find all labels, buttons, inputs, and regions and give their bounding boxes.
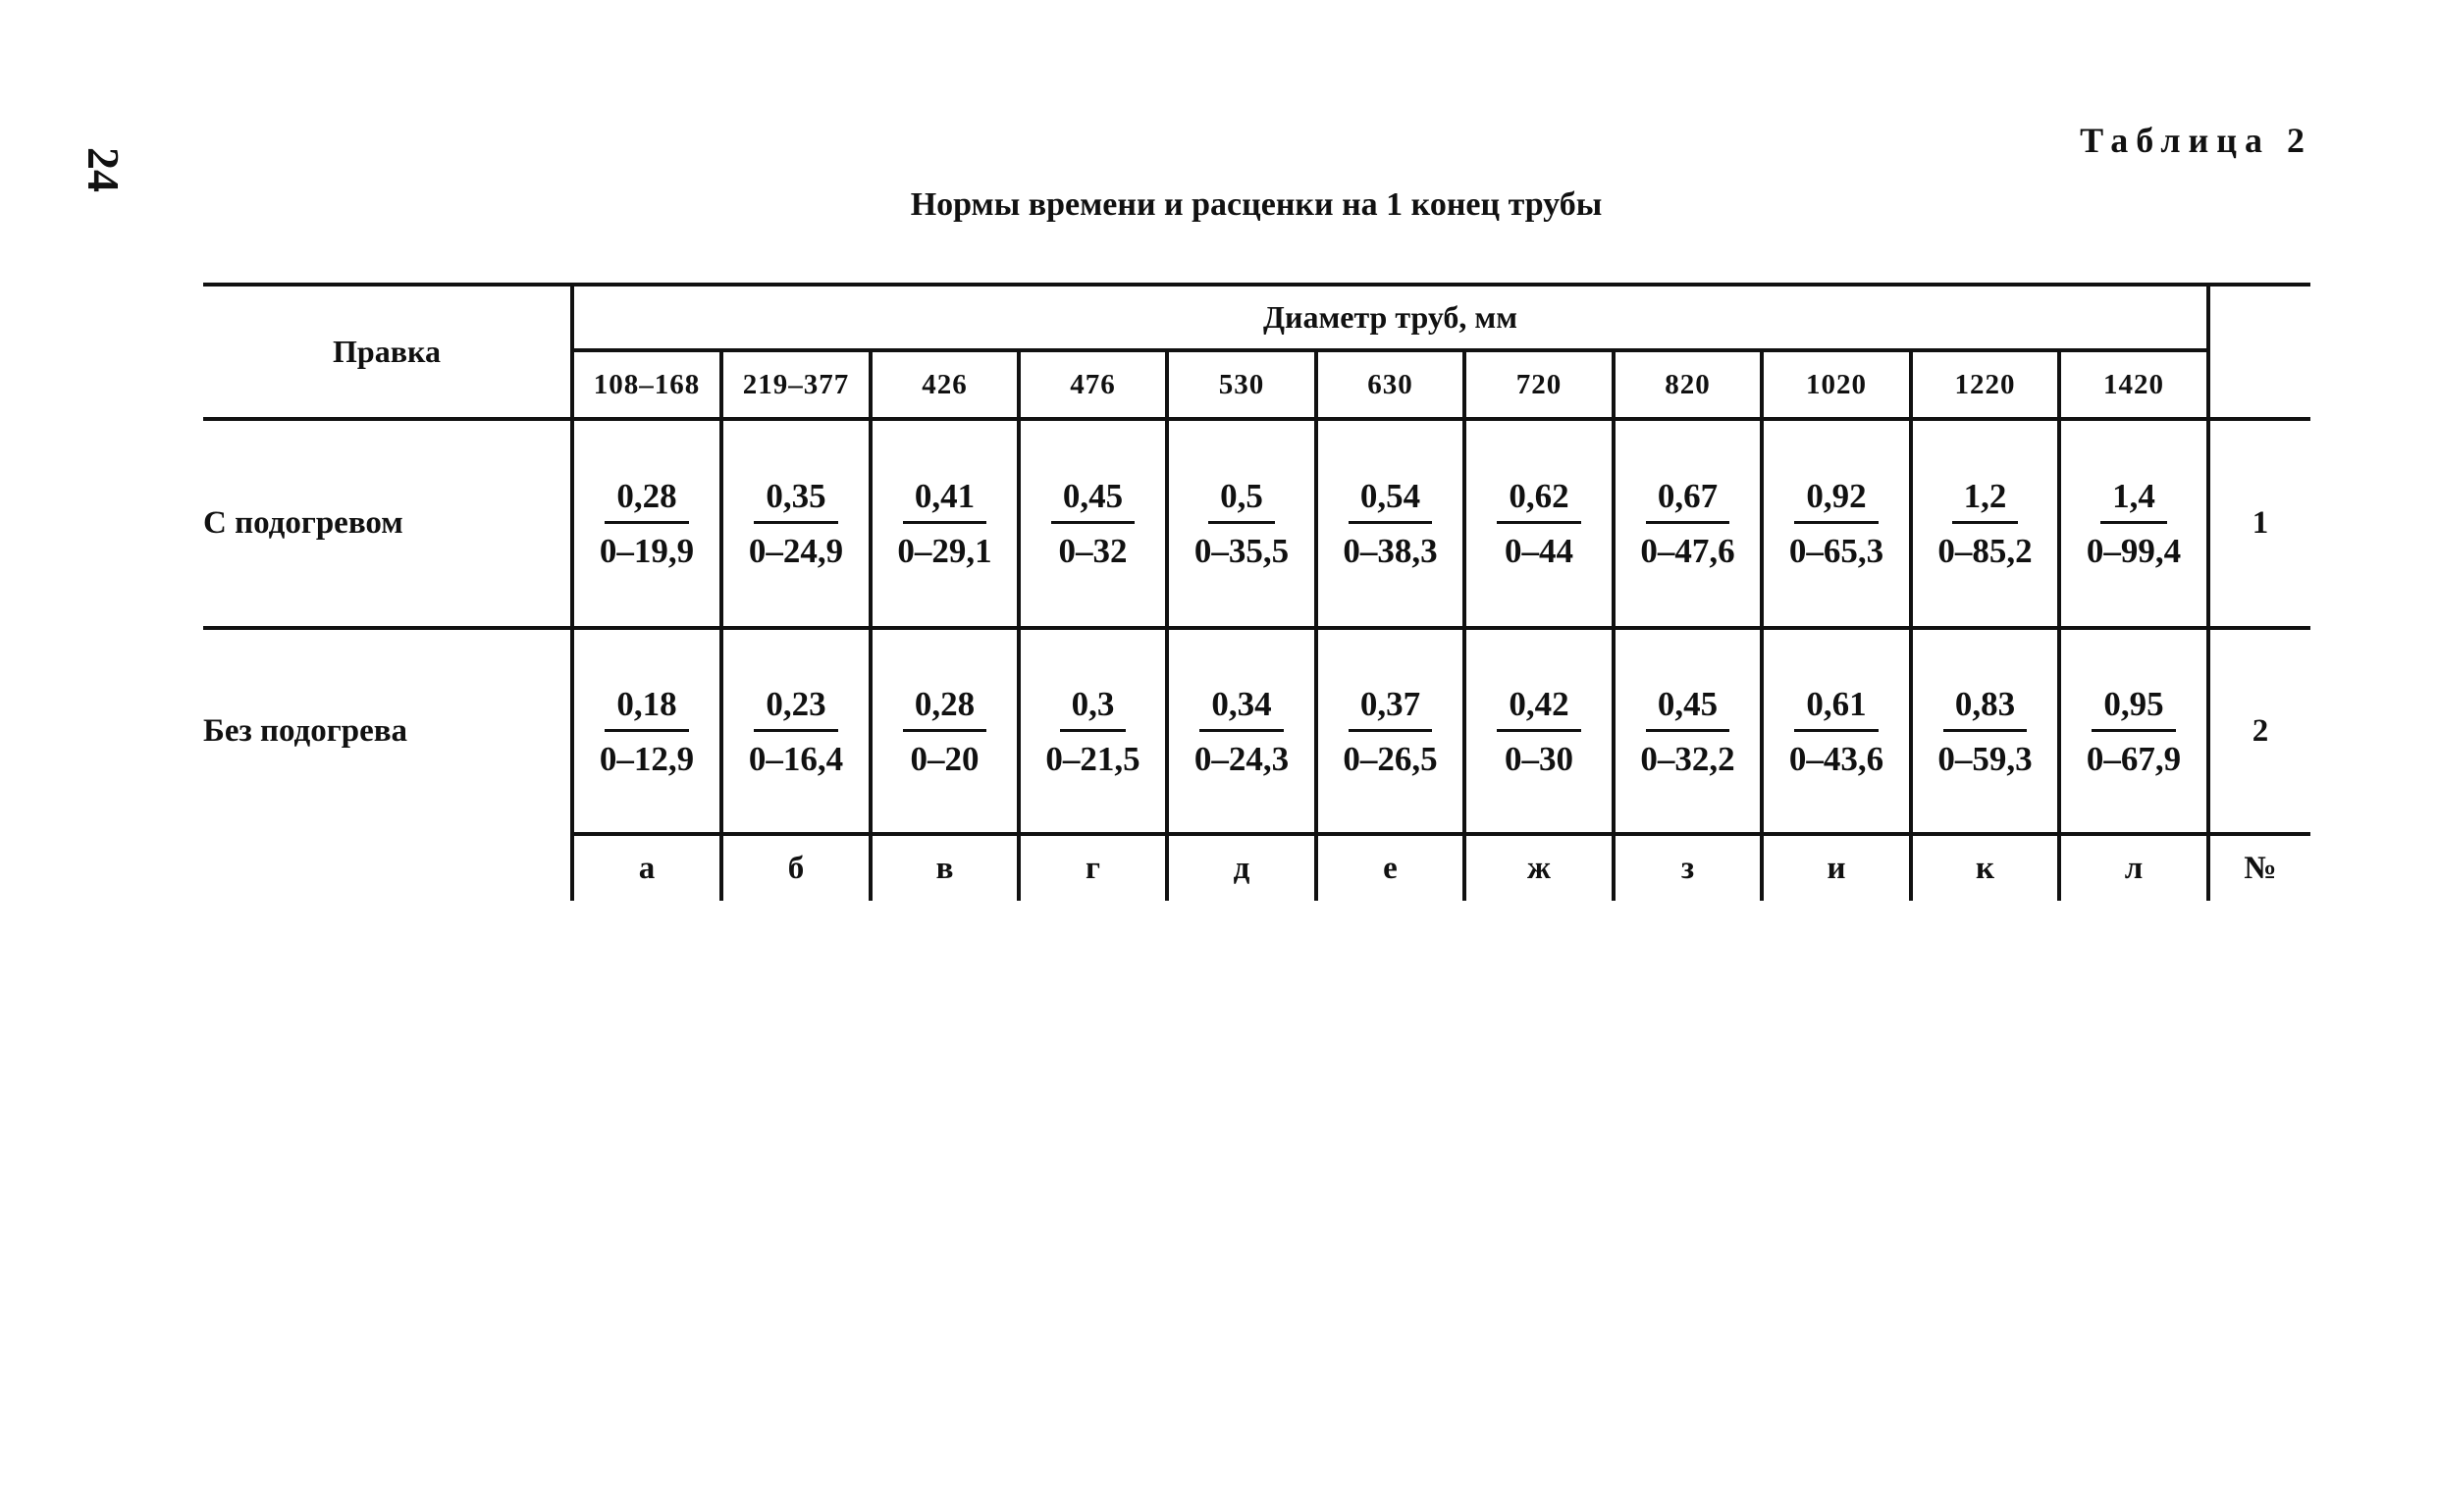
norm-time: 0,35 bbox=[754, 479, 837, 524]
column-header: 426 bbox=[922, 368, 968, 400]
column-header: 1020 bbox=[1806, 368, 1867, 400]
norm-time: 0,61 bbox=[1794, 687, 1878, 732]
rate: 0–21,5 bbox=[1045, 739, 1140, 778]
column-header: 530 bbox=[1218, 368, 1265, 400]
table-cell bbox=[723, 630, 869, 832]
table-cell bbox=[873, 421, 1017, 626]
rate: 0–12,9 bbox=[599, 739, 695, 778]
column-header: 720 bbox=[1515, 368, 1563, 400]
column-letter: в bbox=[935, 850, 954, 886]
norm-time: 0,92 bbox=[1794, 479, 1878, 524]
table-cell bbox=[2061, 421, 2206, 626]
norm-time: 0,37 bbox=[1349, 687, 1432, 732]
rate: 0–47,6 bbox=[1640, 532, 1735, 570]
number-label: № bbox=[2244, 850, 2277, 886]
column-letter: к bbox=[1975, 850, 1994, 886]
rate: 0–24,9 bbox=[748, 532, 844, 570]
row-number: 2 bbox=[2252, 712, 2269, 749]
table-cell bbox=[1169, 630, 1314, 832]
norm-time: 0,18 bbox=[605, 687, 688, 732]
norm-time: 0,45 bbox=[1646, 687, 1729, 732]
table-cell bbox=[873, 630, 1017, 832]
column-letter: и bbox=[1827, 850, 1846, 886]
rate: 0–26,5 bbox=[1343, 739, 1438, 778]
column-letter: л bbox=[2124, 850, 2144, 886]
rate: 0–85,2 bbox=[1937, 532, 2033, 570]
rate: 0–38,3 bbox=[1343, 532, 1438, 570]
table-cell bbox=[1466, 630, 1612, 832]
rate: 0–32,2 bbox=[1640, 739, 1735, 778]
rate: 0–16,4 bbox=[748, 739, 844, 778]
row-name: Без подогрева bbox=[203, 712, 408, 749]
norm-time: 0,83 bbox=[1943, 687, 2027, 732]
table-label: Таблица 2 bbox=[2080, 121, 2312, 160]
page-number: 24 bbox=[79, 147, 129, 192]
table-cell bbox=[1318, 421, 1462, 626]
norm-time: 0,95 bbox=[2092, 687, 2175, 732]
table-cell bbox=[574, 630, 719, 832]
norm-time: 0,5 bbox=[1208, 479, 1275, 524]
rate: 0–30 bbox=[1505, 739, 1573, 778]
norm-time: 1,4 bbox=[2100, 479, 2167, 524]
table-cell bbox=[723, 421, 869, 626]
table-title: Нормы времени и расценки на 1 конец трубы bbox=[910, 186, 1603, 223]
column-letter: г bbox=[1086, 850, 1100, 886]
column-header: 1220 bbox=[1954, 368, 2016, 400]
rate: 0–32 bbox=[1058, 532, 1128, 570]
rate: 0–67,9 bbox=[2086, 739, 2182, 778]
column-header: 1420 bbox=[2103, 368, 2164, 400]
table-cell bbox=[1764, 421, 1909, 626]
table-cell bbox=[1764, 630, 1909, 832]
column-header: 820 bbox=[1665, 368, 1711, 400]
table-cell bbox=[1021, 630, 1165, 832]
table-cell bbox=[574, 421, 719, 626]
norm-time: 0,54 bbox=[1349, 479, 1432, 524]
column-header: 108–168 bbox=[593, 368, 701, 400]
table-cell bbox=[1466, 421, 1612, 626]
column-letter: е bbox=[1383, 850, 1398, 886]
group-header-diameter: Диаметр труб, мм bbox=[1262, 299, 1517, 335]
norm-time: 0,3 bbox=[1060, 687, 1127, 732]
rate: 0–29,1 bbox=[897, 532, 992, 570]
column-letter: з bbox=[1680, 850, 1695, 886]
rate: 0–35,5 bbox=[1193, 532, 1290, 570]
norm-time: 0,28 bbox=[903, 687, 986, 732]
column-header: 219–377 bbox=[742, 368, 850, 400]
table-cell bbox=[1913, 630, 2057, 832]
norm-time: 0,62 bbox=[1497, 479, 1580, 524]
norm-time: 0,42 bbox=[1497, 687, 1580, 732]
table-cell bbox=[1318, 630, 1462, 832]
norm-time: 0,45 bbox=[1051, 479, 1135, 524]
rate: 0–99,4 bbox=[2086, 532, 2182, 570]
rate: 0–44 bbox=[1505, 532, 1573, 570]
column-header: 630 bbox=[1367, 368, 1413, 400]
norm-time: 0,34 bbox=[1199, 687, 1283, 732]
table-cell bbox=[1616, 630, 1760, 832]
rate: 0–65,3 bbox=[1788, 532, 1884, 570]
table-cell bbox=[1913, 421, 2057, 626]
norm-time: 0,23 bbox=[754, 687, 837, 732]
table-cell bbox=[1169, 421, 1314, 626]
row-header-pravka: Правка bbox=[333, 334, 441, 369]
table-cell bbox=[2061, 630, 2206, 832]
rate: 0–20 bbox=[910, 739, 980, 778]
rate: 0–24,3 bbox=[1193, 739, 1290, 778]
rate: 0–43,6 bbox=[1788, 739, 1884, 778]
table-cell bbox=[1616, 421, 1760, 626]
table-cell bbox=[1021, 421, 1165, 626]
norm-time: 0,41 bbox=[903, 479, 986, 524]
norm-time: 0,67 bbox=[1646, 479, 1729, 524]
norm-time: 0,28 bbox=[605, 479, 688, 524]
row-number: 1 bbox=[2252, 505, 2269, 541]
column-letter: д bbox=[1233, 850, 1250, 886]
column-letter: ж bbox=[1527, 850, 1551, 886]
rate: 0–19,9 bbox=[599, 532, 695, 570]
row-name: С подогревом bbox=[203, 505, 403, 541]
column-header: 476 bbox=[1070, 368, 1116, 400]
rate: 0–59,3 bbox=[1937, 739, 2033, 778]
column-letter: б bbox=[787, 850, 805, 886]
norm-time: 1,2 bbox=[1952, 479, 2019, 524]
column-letter: а bbox=[638, 850, 656, 886]
